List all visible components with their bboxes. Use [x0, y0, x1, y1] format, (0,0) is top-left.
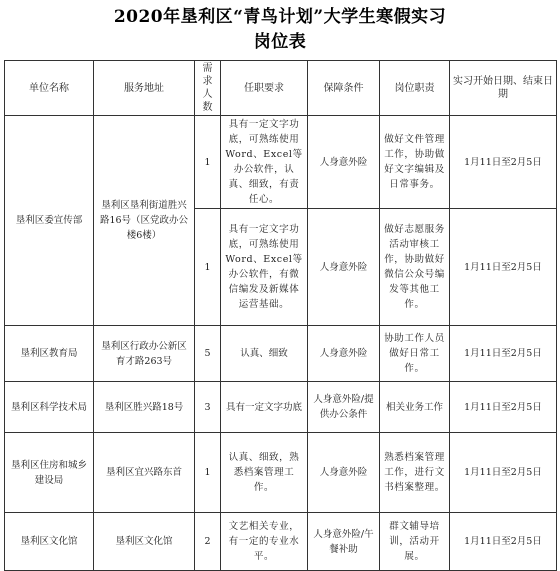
count-cell: 5	[195, 326, 221, 382]
dates-cell: 1月11日至2月5日	[450, 382, 557, 433]
title-line-2: 岗位表	[253, 32, 307, 52]
requirements-cell: 具有一定文字功底，可熟练使用Word、Excel等办公软件，有微信编发及新媒体运营基础。	[221, 209, 308, 326]
header-guarantee: 保障条件	[308, 61, 380, 116]
duties-cell: 相关业务工作	[380, 382, 450, 433]
dates-cell: 1月11日至2月5日	[450, 433, 557, 513]
dates-cell: 1月11日至2月5日	[450, 326, 557, 382]
requirements-cell: 认真、细致，熟悉档案管理工作。	[221, 433, 308, 513]
header-requirements: 任职要求	[221, 61, 308, 116]
address-cell: 垦利区胜兴路18号	[94, 382, 195, 433]
count-cell: 1	[195, 209, 221, 326]
table-row	[5, 513, 557, 571]
table-row	[5, 326, 557, 382]
unit-cell: 垦利区委宣传部	[5, 116, 94, 326]
positions-table	[4, 60, 557, 571]
requirements-cell: 认真、细致	[221, 326, 308, 382]
duties-cell: 做好文件管理工作，协助做好文字编辑及日常事务。	[380, 116, 450, 209]
unit-cell: 垦利区教育局	[5, 326, 94, 382]
duties-cell: 做好志愿服务活动审核工作，协助做好微信公众号编发等其他工作。	[380, 209, 450, 326]
address-cell: 垦利区垦利街道胜兴路16号（区党政办公楼6楼）	[94, 116, 195, 326]
address-cell: 垦利区文化馆	[94, 513, 195, 571]
table-row	[5, 116, 557, 209]
unit-cell: 垦利区文化馆	[5, 513, 94, 571]
header-duties: 岗位职责	[380, 61, 450, 116]
guarantee-cell: 人身意外险	[308, 116, 380, 209]
count-cell: 1	[195, 433, 221, 513]
header-row	[5, 61, 557, 116]
header-count: 需求人数	[195, 61, 221, 116]
duties-cell: 协助工作人员做好日常工作。	[380, 326, 450, 382]
header-unit: 单位名称	[5, 61, 94, 116]
unit-cell: 垦利区住房和城乡建设局	[5, 433, 94, 513]
address-cell: 垦利区行政办公新区育才路263号	[94, 326, 195, 382]
guarantee-cell: 人身意外险	[308, 209, 380, 326]
title-line-1: 2020年垦利区“青鸟计划”大学生寒假实习	[113, 7, 447, 27]
duties-cell: 群文辅导培训，活动开展。	[380, 513, 450, 571]
guarantee-cell: 人身意外险/午餐补助	[308, 513, 380, 571]
requirements-cell: 具有一定文字功底，可熟练使用Word、Excel等办公软件，认真、细致，有责任心。	[221, 116, 308, 209]
header-address: 服务地址	[94, 61, 195, 116]
duties-cell: 熟悉档案管理工作，进行文书档案整理。	[380, 433, 450, 513]
guarantee-cell: 人身意外险	[308, 433, 380, 513]
table-row	[5, 382, 557, 433]
count-cell: 1	[195, 116, 221, 209]
requirements-cell: 文艺相关专业，有一定的专业水平。	[221, 513, 308, 571]
guarantee-cell: 人身意外险/提供办公条件	[308, 382, 380, 433]
unit-cell: 垦利区科学技术局	[5, 382, 94, 433]
requirements-cell: 具有一定文字功底	[221, 382, 308, 433]
count-cell: 3	[195, 382, 221, 433]
address-cell: 垦利区宜兴路东首	[94, 433, 195, 513]
dates-cell: 1月11日至2月5日	[450, 116, 557, 209]
count-cell: 2	[195, 513, 221, 571]
dates-cell: 1月11日至2月5日	[450, 513, 557, 571]
dates-cell: 1月11日至2月5日	[450, 209, 557, 326]
header-dates: 实习开始日期、结束日期	[450, 61, 557, 116]
guarantee-cell: 人身意外险	[308, 326, 380, 382]
table-row	[5, 433, 557, 513]
